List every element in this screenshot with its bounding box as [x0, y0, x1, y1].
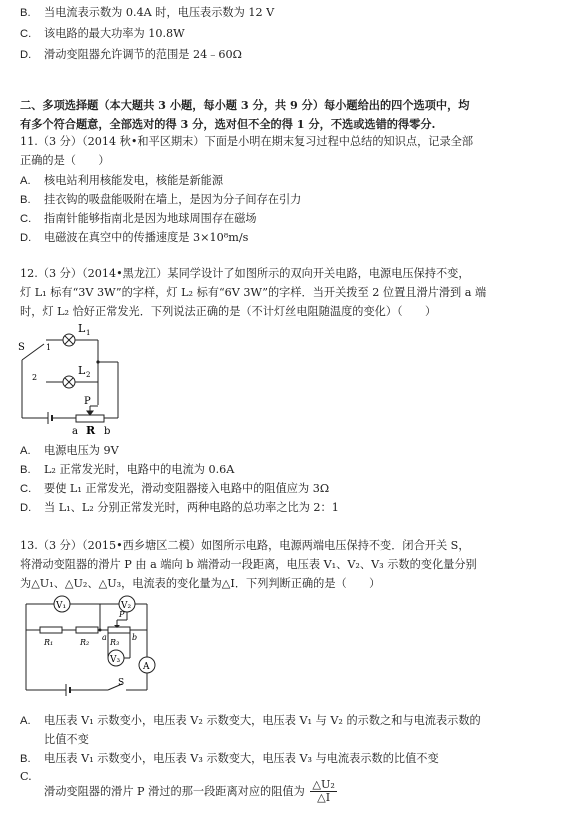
- q11-stem-line2: 正确的是（ ）: [20, 154, 110, 167]
- q12-stem-line2: 灯 L₁ 标有“3V 3W”的字样，灯 L₂ 标有“6V 3W”的字样．当开关拨至 2 位置且滑片滑到 a 端: [20, 286, 487, 299]
- q11-option-d: D. 电磁波在真空中的传播速度是 3×10⁸m/s: [20, 231, 249, 244]
- q11-option-b: B. 挂衣钩的吸盘能吸附在墙上，是因为分子间存在引力: [20, 193, 302, 206]
- q12-label-l2: L: [78, 364, 86, 377]
- q13-label-b: b: [132, 633, 138, 642]
- q13-option-c-fraction: $\frac{\text{△U₂}}{\triangle I}$: [312, 778, 335, 805]
- q13-label-r3: R₃: [110, 638, 120, 647]
- prev-option-c: C. 该电路的最大功率为 10.8W: [20, 27, 185, 40]
- q13-option-a-line2: 比值不变: [44, 733, 89, 746]
- q12-label-r: R: [86, 424, 96, 437]
- prev-option-b: B. 当电流表示数为 0.4A 时，电压表示数为 12 V: [20, 6, 275, 19]
- q12-label-slider-p: P: [84, 396, 91, 407]
- q13-label-a: a: [102, 633, 107, 642]
- q13-option-b: B. 电压表 V₁ 示数变小，电压表 V₃ 示数变大，电压表 V₃ 与电流表示数的比值不变: [20, 752, 439, 765]
- q12-label-switch: S: [18, 342, 25, 353]
- q12-stem-line3: 时，灯 L₂ 恰好正常发光．下列说法正确的是（不计灯丝电阻随温度的变化）（ ）: [20, 305, 437, 318]
- q13-circuit-diagram: [22, 592, 162, 700]
- q13-label-r2: R₂: [80, 638, 90, 647]
- q11-option-c: C. 指南针能够指南北是因为地球周围存在磁场: [20, 212, 257, 225]
- q13-stem-line1: 13.（3 分）（2015•西乡塘区二模）如图所示电路，电源两端电压保持不变．闭合开关 S，: [20, 539, 470, 552]
- q12-label-l1: L: [78, 322, 86, 335]
- q13-label-switch: S: [118, 678, 125, 688]
- q13-option-a-line1: A. 电压表 V₁ 示数变小，电压表 V₂ 示数变大，电压表 V₁ 与 V₂ 的示数之和与电流表示数的: [20, 714, 481, 727]
- prev-option-d: D. 滑动变阻器允许调节的范围是 24﹣60Ω: [20, 48, 242, 61]
- q13-label-r1: R₁: [44, 638, 54, 647]
- q12-option-c: C. 要使 L₁ 正常发光，滑动变阻器接入电路中的阻值应为 3Ω: [20, 482, 330, 495]
- q11-option-a: A. 核电站利用核能发电，核能是新能源: [20, 174, 224, 187]
- q13-option-c-letter: C.: [20, 770, 32, 783]
- q12-label-a: a: [72, 426, 78, 437]
- q13-option-c: 滑动变阻器的滑片 P 滑过的那一段距离对应的阻值为 $\frac{\text{△U₂}}{\triangle I}$: [44, 778, 335, 805]
- q12-label-pos2: 2: [32, 373, 38, 382]
- q12-label-pos1: 1: [46, 343, 52, 352]
- q11-stem-line1: 11.（3 分）（2014 秋•和平区期末）下面是小明在期末复习过程中总结的知识点，记录全部: [20, 135, 474, 148]
- q12-label-l2-sub: 2: [86, 371, 91, 379]
- q13-stem-line2: 将滑动变阻器的滑片 P 由 a 端向 b 端滑动一段距离，电压表 V₁、V₂、V₃ 示数的变化量分别: [20, 558, 477, 571]
- q13-label-p: P: [119, 610, 125, 619]
- q13-label-v1: V₁: [56, 601, 67, 611]
- q13-label-v3: V₃: [110, 655, 121, 665]
- q12-option-d: D. 当 L₁、L₂ 分别正常发光时，两种电路的总功率之比为 2：1: [20, 501, 339, 514]
- section-header-line2: 有多个符合题意，全部选对的得 3 分，选对但不全的得 1 分，不选或选错的得零分.: [20, 117, 436, 131]
- q12-stem-line1: 12.（3 分）（2014•黑龙江）某同学设计了如图所示的双向开关电路，电源电压保持不变，: [20, 267, 470, 280]
- q12-label-b: b: [104, 426, 111, 437]
- q12-option-a: A. 电源电压为 9V: [20, 444, 119, 457]
- q13-label-v2: V₂: [121, 601, 132, 611]
- q12-label-l1-sub: 1: [86, 329, 91, 337]
- section-header-line1: 二、多项选择题（本大题共 3 小题，每小题 3 分，共 9 分）每小题给出的四个选项中，均: [20, 98, 470, 112]
- q13-label-ammeter: A: [143, 662, 150, 672]
- q12-option-b: B. L₂ 正常发光时，电路中的电流为 0.6A: [20, 463, 235, 476]
- q12-circuit-diagram: [18, 320, 138, 438]
- q13-stem-line3: 为△U₁、△U₂、△U₃，电流表的变化量为△I．下列判断正确的是（ ）: [20, 577, 381, 590]
